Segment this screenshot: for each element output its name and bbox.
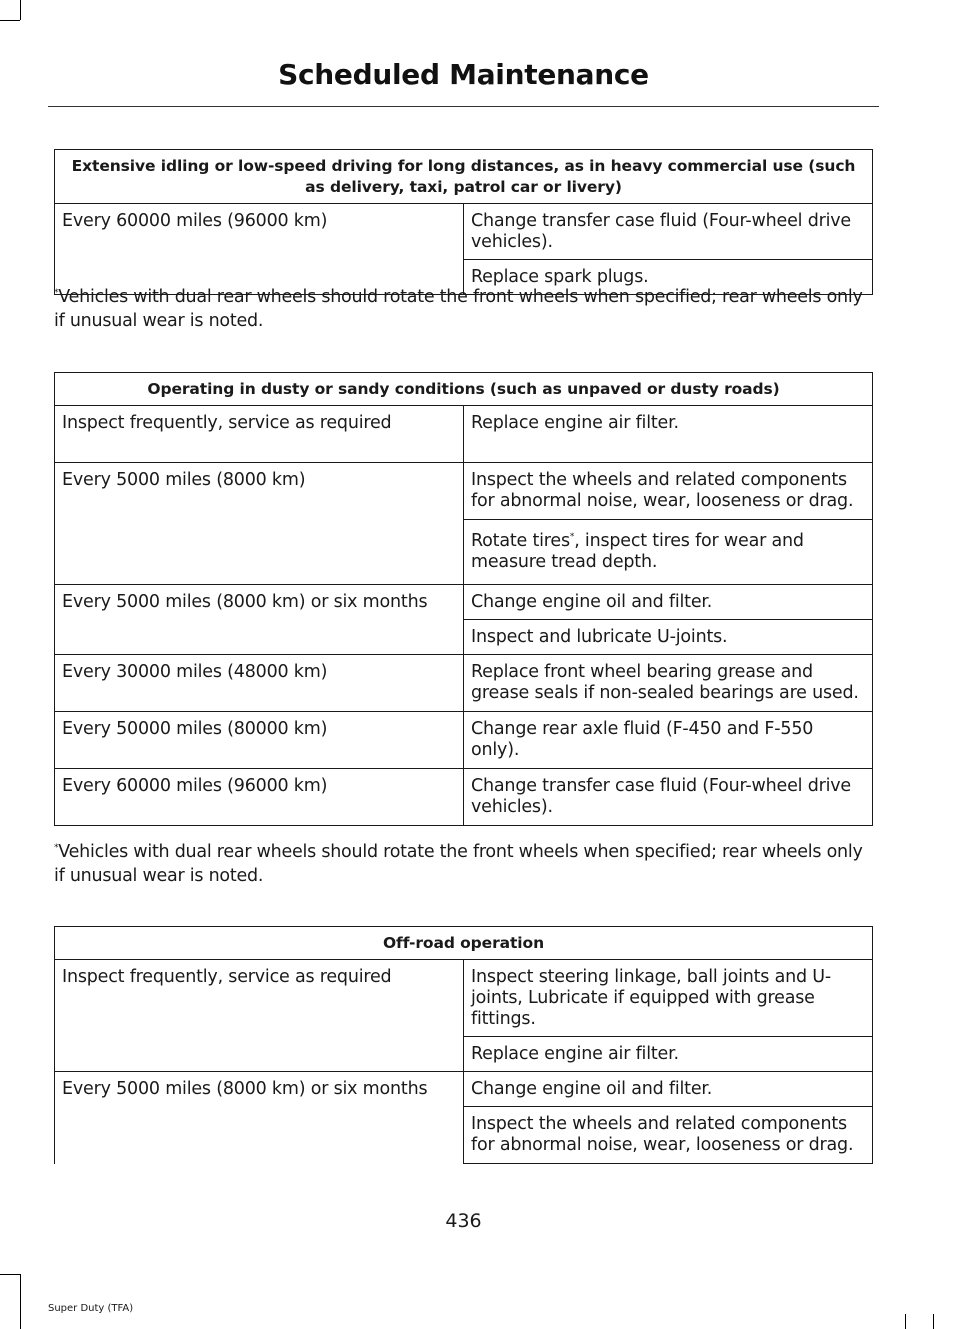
crop-mark — [0, 1274, 20, 1275]
table-row — [55, 960, 873, 1037]
task-cell: Change transfer case fluid (Four-wheel drive vehicles). — [464, 769, 873, 826]
title-divider — [48, 106, 879, 107]
table-heading: Off-road operation — [55, 927, 873, 960]
interval-cell: Inspect frequently, service as required — [55, 406, 464, 463]
task-cell: Replace engine air filter. — [464, 1037, 873, 1072]
crop-mark — [0, 20, 20, 21]
table-row — [55, 655, 873, 712]
table-row — [55, 1072, 873, 1107]
footnote — [54, 840, 876, 888]
interval-cell: Inspect frequently, service as required — [55, 960, 464, 1072]
task-cell: Replace spark plugs. — [464, 260, 873, 295]
footnote — [54, 285, 876, 333]
crop-mark — [20, 0, 21, 20]
footnote-marker: * — [54, 843, 59, 854]
interval-cell: Every 5000 miles (8000 km) — [55, 463, 464, 585]
table-heading: Operating in dusty or sandy conditions (such as unpaved or dusty roads) — [55, 373, 873, 406]
page-number: 436 — [445, 1210, 482, 1232]
maintenance-table-dusty — [54, 372, 873, 826]
task-cell: Inspect the wheels and related components for abnormal noise, wear, looseness or drag. — [464, 1107, 873, 1164]
task-cell — [464, 520, 873, 585]
task-cell: Inspect the wheels and related components for abnormal noise, wear, looseness or drag. — [464, 463, 873, 520]
footnote-marker: * — [569, 532, 575, 543]
interval-cell: Every 30000 miles (48000 km) — [55, 655, 464, 712]
footer-document-name: Super Duty (TFA) — [48, 1303, 134, 1314]
task-cell: Change transfer case fluid (Four-wheel drive vehicles). — [464, 204, 873, 260]
task-cell: Inspect and lubricate U-joints. — [464, 620, 873, 655]
task-cell: Change rear axle fluid (F-450 and F-550 only). — [464, 712, 873, 769]
crop-mark — [905, 1314, 906, 1329]
interval-cell: Every 60000 miles (96000 km) — [55, 204, 464, 295]
interval-cell: Every 60000 miles (96000 km) — [55, 769, 464, 826]
footnote-marker: * — [54, 288, 59, 299]
page-title: Scheduled Maintenance — [278, 58, 649, 91]
maintenance-table-off-road — [54, 926, 873, 1164]
task-cell: Change engine oil and filter. — [464, 585, 873, 620]
table-row — [55, 585, 873, 620]
interval-cell: Every 50000 miles (80000 km) — [55, 712, 464, 769]
interval-cell: Every 5000 miles (8000 km) or six months — [55, 585, 464, 655]
task-cell: Inspect steering linkage, ball joints and U-joints, Lubricate if equipped with grease fittings. — [464, 960, 873, 1037]
maintenance-table-heavy-use — [54, 149, 873, 295]
interval-cell: Every 5000 miles (8000 km) or six months — [55, 1072, 464, 1164]
task-text: Rotate tires*, inspect tires for wear and measure tread depth. — [471, 531, 804, 572]
crop-mark — [933, 1314, 934, 1329]
task-cell: Change engine oil and filter. — [464, 1072, 873, 1107]
footnote-text: Vehicles with dual rear wheels should rotate the front wheels when specified; rear wheels only if unusual wear is noted. — [54, 842, 863, 886]
table-row — [55, 204, 873, 260]
table-heading-row — [55, 373, 873, 406]
table-row — [55, 712, 873, 769]
table-row — [55, 463, 873, 520]
table-row — [55, 769, 873, 826]
table-heading: Extensive idling or low-speed driving for long distances, as in heavy commercial use (such as delivery, taxi, patrol car or livery) — [55, 150, 873, 204]
table-row — [55, 406, 873, 463]
task-cell: Replace front wheel bearing grease and grease seals if non-sealed bearings are used. — [464, 655, 873, 712]
table-heading-row — [55, 150, 873, 204]
crop-mark — [20, 1314, 21, 1329]
task-cell: Replace engine air filter. — [464, 406, 873, 463]
table-heading-row — [55, 927, 873, 960]
footnote-text: Vehicles with dual rear wheels should rotate the front wheels when specified; rear wheels only if unusual wear is noted. — [54, 287, 863, 331]
